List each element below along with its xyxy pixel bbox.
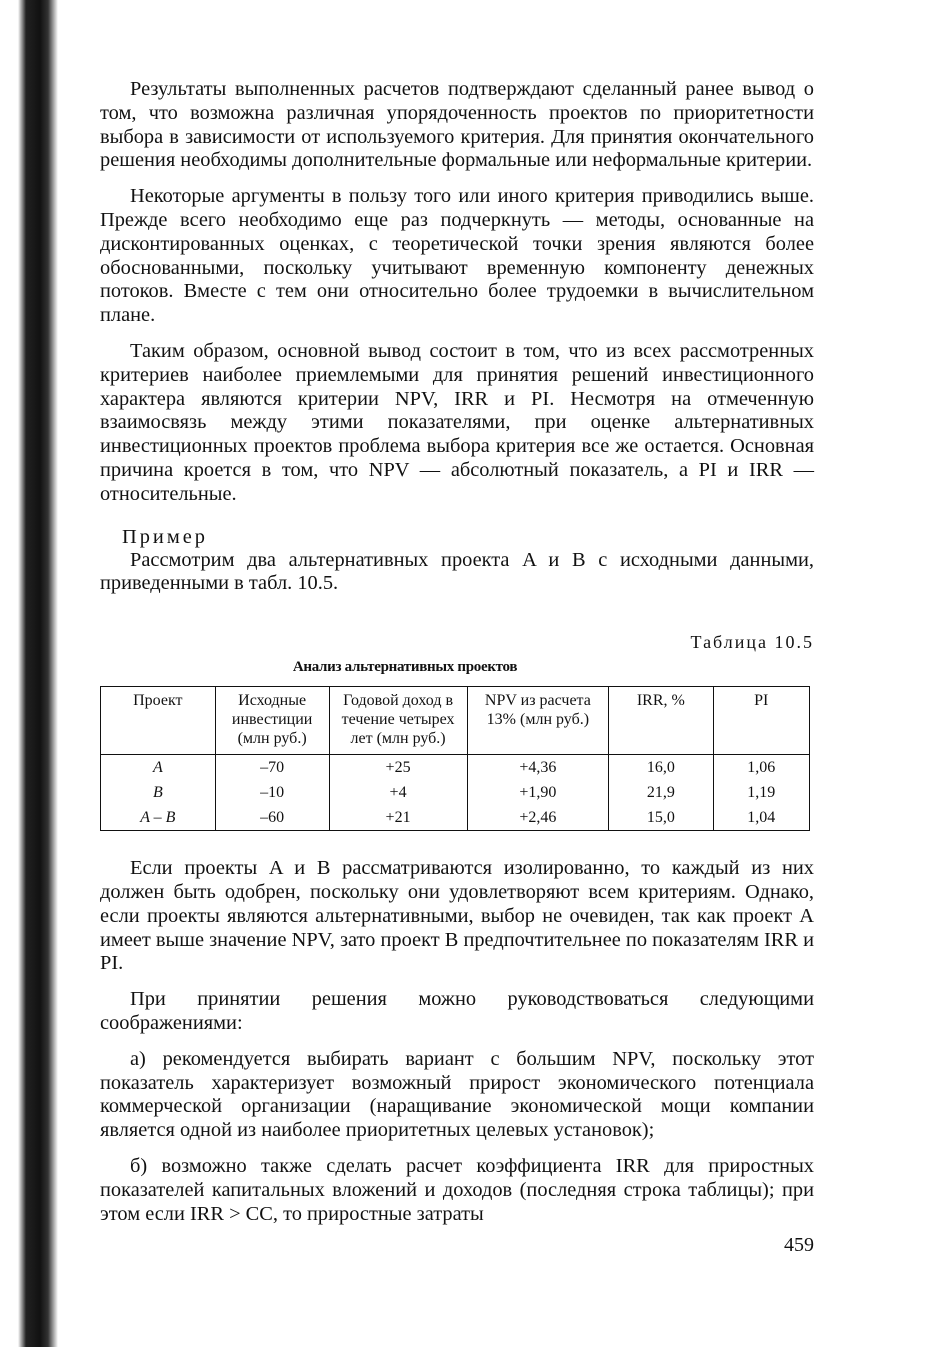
page-number: 459 <box>784 1234 814 1256</box>
paragraph-7: б) возможно также сделать расчет коэффициента IRR для приростных показателей капитальных вложений и доходов (последняя строка таблицы); при этом если IRR > CC, то приростные затраты <box>100 1154 814 1225</box>
cell-npv: +2,46 <box>467 805 609 831</box>
paragraph-5: При принятии решения можно руководствоваться следующими соображениями: <box>100 988 814 1034</box>
cell-irr: 21,9 <box>609 780 713 805</box>
header-irr: IRR, % <box>609 687 713 755</box>
example-text: Рассмотрим два альтернативных проекта A и B с исходными данными, приведенными в табл. 10.5. <box>100 548 814 595</box>
paragraph-2: Некоторые аргументы в пользу того или иного критерия приводились выше. Прежде всего необходимо еще раз подчеркнуть — методы, основанные на дисконтированных оценках, с теоретической точки зрения являются более обоснованными, поскольку учитывают временную компоненту денежных потоков. Вместе с тем они относительно более трудоемки в вычислительном плане. <box>100 185 814 327</box>
paragraph-3: Таким образом, основной вывод состоит в том, что из всех рассмотренных критериев наиболее приемлемыми для принятия решений инвестиционного характера являются критерии NPV, IRR и PI. Несмотря на отмеченную взаимосвязь между этими показателями, при оценке альтернативных инвестиционных проектов проблема выбора критерия все же остается. Основная причина кроется в том, что NPV — абсолютный показатель, а PI и IRR — относительные. <box>100 339 814 505</box>
cell-pi: 1,04 <box>713 805 810 831</box>
header-annual-income: Годовой доход в течение четырех лет (млн руб.) <box>329 687 467 755</box>
paragraph-4: Если проекты A и B рассматриваются изолированно, то каждый из них должен быть одобрен, поскольку они удовлетворяют всем критериям. Однако, если проекты являются альтернативными, выбор не очевиден, так как проект A имеет выше значение NPV, зато проект B предпочтительнее по показателям IRR и PI. <box>100 857 814 975</box>
paragraph-1: Результаты выполненных расчетов подтверждают сделанный ранее вывод о том, что возможна различная упорядоченность проектов по приоритетности выбора в зависимости от используемого критерия. Для принятия окончательного решения необходимы дополнительные формальные или неформальные критерии. <box>100 78 814 172</box>
header-project: Проект <box>101 687 216 755</box>
table-header-row <box>101 687 810 755</box>
cell-income: +4 <box>329 780 467 805</box>
table-row <box>101 780 810 805</box>
cell-pi: 1,19 <box>713 780 810 805</box>
projects-table <box>100 686 810 831</box>
header-pi: PI <box>713 687 810 755</box>
table-title: Анализ альтернативных проектов <box>292 659 518 676</box>
book-binding-shadow <box>0 0 58 1347</box>
cell-investment: –60 <box>215 805 329 831</box>
cell-income: +21 <box>329 805 467 831</box>
cell-pi: 1,06 <box>713 755 810 781</box>
cell-project: A <box>101 755 216 781</box>
header-investment: Исходные инвестиции (млн руб.) <box>215 687 329 755</box>
table-row <box>101 755 810 781</box>
cell-project: B <box>101 780 216 805</box>
cell-project: A – B <box>101 805 216 831</box>
cell-income: +25 <box>329 755 467 781</box>
table-row <box>101 805 810 831</box>
cell-npv: +4,36 <box>467 755 609 781</box>
example-heading: Пример <box>122 525 208 548</box>
cell-investment: –70 <box>215 755 329 781</box>
cell-investment: –10 <box>215 780 329 805</box>
page-content <box>100 78 814 1226</box>
paragraph-6: а) рекомендуется выбирать вариант с большим NPV, поскольку этот показатель характеризует возможный прирост экономического потенциала коммерческой организации (наращивание экономической мощи компании является одной из наиболее приоритетных целевых установок); <box>100 1047 814 1142</box>
header-npv: NPV из расчета 13% (млн руб.) <box>467 687 609 755</box>
table-caption: Таблица 10.5 <box>690 632 814 653</box>
cell-irr: 15,0 <box>609 805 713 831</box>
cell-irr: 16,0 <box>609 755 713 781</box>
cell-npv: +1,90 <box>467 780 609 805</box>
